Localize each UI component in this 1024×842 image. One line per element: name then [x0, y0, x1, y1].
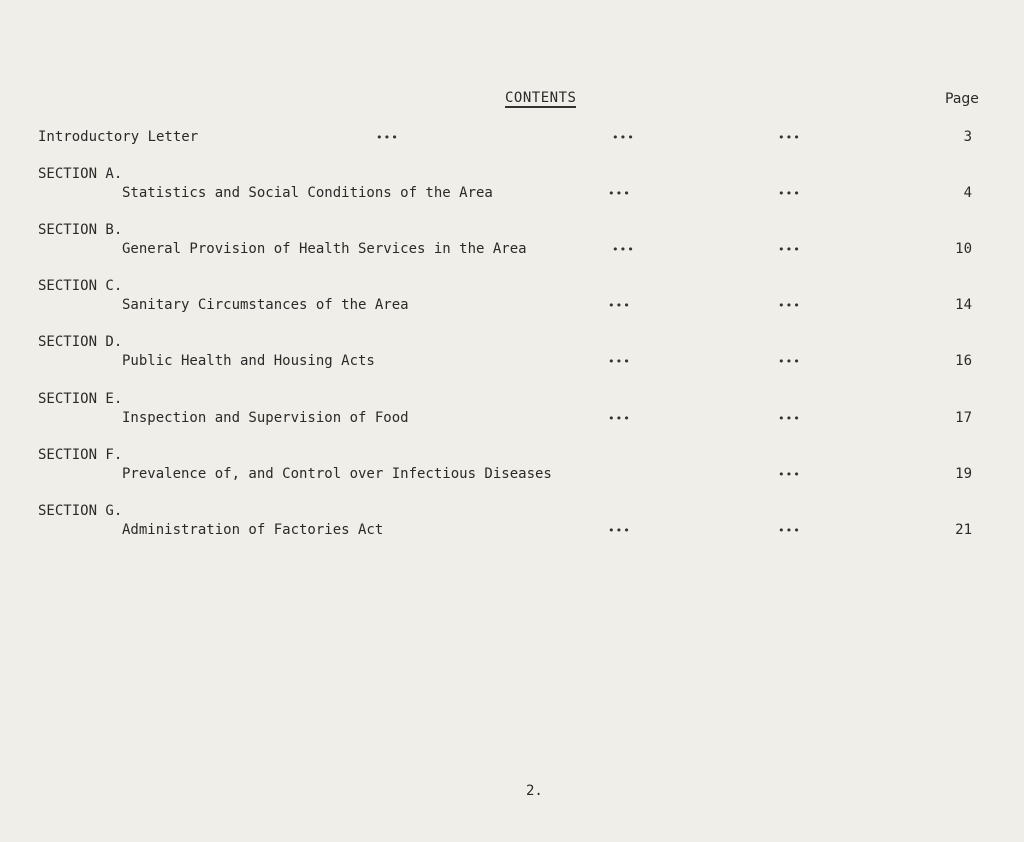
section-page-number: 19	[955, 466, 972, 482]
section-title: Public Health and Housing Acts	[122, 353, 375, 369]
section-page-number: 17	[955, 410, 972, 426]
leader-dots: •••	[608, 355, 631, 368]
leader-dots: •••	[608, 299, 631, 312]
section-title: Administration of Factories Act	[122, 522, 384, 538]
section-heading: SECTION D.	[38, 334, 123, 350]
leader-dots: •••	[608, 187, 631, 200]
leader-dots: •••	[612, 131, 635, 144]
section-title: Inspection and Supervision of Food	[122, 410, 409, 426]
section-heading: SECTION A.	[38, 166, 123, 182]
section-page-number: 16	[955, 353, 972, 369]
section-title: Sanitary Circumstances of the Area	[122, 297, 409, 313]
section-page-number: 14	[955, 297, 972, 313]
leader-dots: •••	[376, 131, 399, 144]
section-page-number: 10	[955, 241, 972, 257]
section-title: Prevalence of, and Control over Infectious Diseases	[122, 466, 552, 482]
leader-dots: •••	[778, 355, 801, 368]
section-heading: SECTION G.	[38, 503, 123, 519]
leader-dots: •••	[778, 412, 801, 425]
section-title: Statistics and Social Conditions of the Area	[122, 185, 493, 201]
leader-dots: •••	[608, 524, 631, 537]
leader-dots: •••	[778, 299, 801, 312]
intro-page-number: 3	[963, 129, 972, 145]
leader-dots: •••	[778, 524, 801, 537]
section-title: General Provision of Health Services in the Area	[122, 241, 527, 257]
contents-title: CONTENTS	[505, 90, 577, 106]
section-heading: SECTION C.	[38, 278, 123, 294]
leader-dots: •••	[778, 468, 801, 481]
section-page-number: 4	[963, 185, 972, 201]
page-column-heading: Page	[945, 91, 979, 107]
footer-page-number: 2.	[526, 783, 543, 799]
leader-dots: •••	[778, 131, 801, 144]
intro-letter-label: Introductory Letter	[38, 129, 199, 145]
section-heading: SECTION E.	[38, 391, 123, 407]
leader-dots: •••	[778, 243, 801, 256]
section-heading: SECTION F.	[38, 447, 123, 463]
section-page-number: 21	[955, 522, 972, 538]
leader-dots: •••	[612, 243, 635, 256]
section-heading: SECTION B.	[38, 222, 123, 238]
leader-dots: •••	[608, 412, 631, 425]
leader-dots: •••	[778, 187, 801, 200]
